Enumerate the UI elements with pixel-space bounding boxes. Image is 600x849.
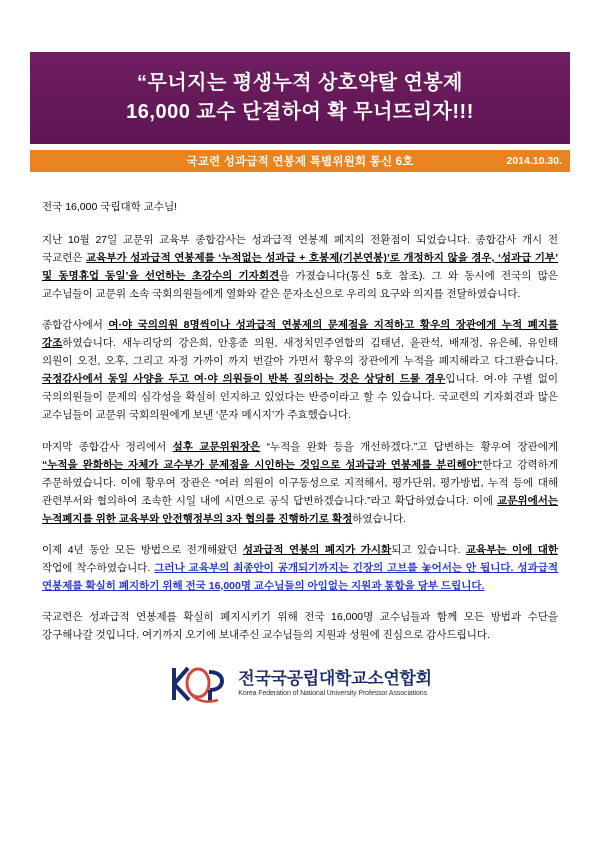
p5-part-e: 작업에 착수하였습니다. — [42, 561, 155, 574]
banner-line-2: 16,000 교수 단결하여 확 무너뜨리자!!! — [126, 101, 474, 123]
paragraph-greeting — [42, 198, 558, 216]
organization-name-korean: 전국국공립대학교소연합회 — [238, 668, 432, 688]
organization-name-block — [238, 670, 431, 698]
paragraph-4 — [42, 541, 558, 595]
newsletter-subbar — [30, 150, 570, 172]
p2-part-a: 지난 10월 27일 교문위 교육부 종합감사는 성과급적 연봉제 폐지의 전환점이 되었습니다. 종합감사 개시 전 국교련은 — [42, 234, 558, 265]
newsletter-date: 2014.10.30. — [506, 155, 562, 167]
p5-part-c: 되고 있습니다. — [391, 543, 466, 556]
document-body — [42, 172, 558, 644]
p4-part-g: 하였습니다. — [352, 512, 406, 525]
p5-part-d-emphasis: 교육부는 이에 대한 — [465, 543, 558, 556]
p4-part-a: 마지막 종합감사 정리에서 — [42, 440, 173, 453]
p5-part-b-emphasis: 성과급적 연봉의 폐지가 가시화 — [242, 543, 392, 556]
p4-part-b-emphasis: 설후 교문위원장은 — [172, 440, 261, 453]
paragraph-3 — [42, 438, 558, 528]
p3-part-e: 입니다. 여·야 구별 없이 국의의원들이 문제의 심각성을 확실히 인지하고 있었다는 반증이라고 할 수 있습니다. 국교련의 기자회견과 많은 교수님들이 교문위 국회의원에게 보낸 ‘문자 메시지’가 주효했습니다. — [42, 373, 558, 422]
p3-part-c: 하였습니다. 새누리당의 강은희, 안홍준 의원, 새정치민주연합의 김태년, 윤관석, 배재정, 유은혜, 유인태 의원이 오전, 오후, 그리고 자정 가까이 까지 번갈아 가면서 황우의 장관에게 누적을 폐지해라고 다그롼습니다. — [42, 337, 558, 368]
p3-part-b-emphasis: 여·야 국의의원 8명씩이나 성과급적 연봉제의 문제점을 지적하고 황우의 장관에게 누적 폐지를 강조 — [42, 319, 558, 350]
organization-logo — [0, 662, 600, 706]
banner-line-1: “무너지는 평생누적 상호약탈 연봉제 — [137, 72, 463, 94]
paragraph-1 — [42, 231, 558, 303]
newsletter-title: 국교련 성과급적 연봉제 특별위원회 통신 6호 — [186, 156, 414, 168]
p4-part-c: “누적을 완화 등을 개선하겠다.”고 답변하는 황우여 장관에게 — [260, 440, 559, 453]
p2-part-b-emphasis: 교육부가 성과급적 연봉제를 ‘누적없는 성과급 + 호봉제(기본연봉)’로 개정하지 않을 경우, ‘성과급 기부’ 및 동명휴업 동일’을 선언하는 초강수의 기자회견 — [42, 252, 558, 283]
header-banner — [30, 52, 570, 144]
p2-part-c: 을 가졌습니다(통신 5호 참조). 그 와 동시에 전국의 많은 교수님들이 교문위 소속 국회의원들에게 열화와 같은 문자소신으로 우리의 요구와 의지를 전달하였습니다. — [42, 270, 558, 301]
p5-part-f-highlight: 그러나 교육부의 최종안이 공개되기까지는 긴장의 고브를 놓어서는 안 됩니다. 성과급적 연봉제를 확실히 폐지하기 위해 전국 16,000명 교수님들의 아임없는 지원과 통합을 당부 드립니다. — [42, 561, 558, 592]
p4-part-d-emphasis: “누적을 완화하는 자체가 교수부가 문제점을 시인하는 것임으로 성과급과 연봉제를 분리해야” — [42, 458, 483, 471]
p3-part-a: 종합감사에서 — [42, 319, 109, 332]
paragraph-5 — [42, 608, 558, 644]
p3-part-d-emphasis: 국정감사에서 동일 사양을 두고 여·야 의원들이 반복 질의하는 것은 상당히 드물 경우 — [42, 373, 446, 386]
p5-part-a: 이제 4년 동안 모든 방법으로 전개해왔던 — [42, 543, 243, 556]
p6-text: 국교련은 성과급적 연봉제를 확실히 폐지시키기 위해 전국 16,000명 교수님들과 함께 모든 방법과 수단을 강구해나갈 것입니다. 여기까지 오기에 보내주신 교수님들의 지원과 성원에 진심으로 감사드립니다. — [42, 610, 558, 641]
p4-part-e: 한다고 강력하게 주문하였습니다. 이에 황우여 장관은 “여러 의원이 이구동성으로 지적해서, 평가단위, 평가방법, 누적 등에 대해 관련부서와 협의하여 조속한 시일 내에 시면으로 공식 답변하겠습니다.”라고 확답하였습니다. 이에 — [42, 458, 558, 507]
kupa-emblem-icon — [168, 662, 230, 706]
p4-part-f-emphasis: 교문위에서는 누적폐지를 위한 교육부와 안전행정부의 3자 협의를 진행하기로 확정 — [42, 494, 558, 525]
greeting-text: 전국 16,000 국립대학 교수님! — [42, 201, 178, 213]
paragraph-2 — [42, 316, 558, 424]
organization-name-english: Korea Federation of National University Professor Associations — [238, 690, 427, 698]
